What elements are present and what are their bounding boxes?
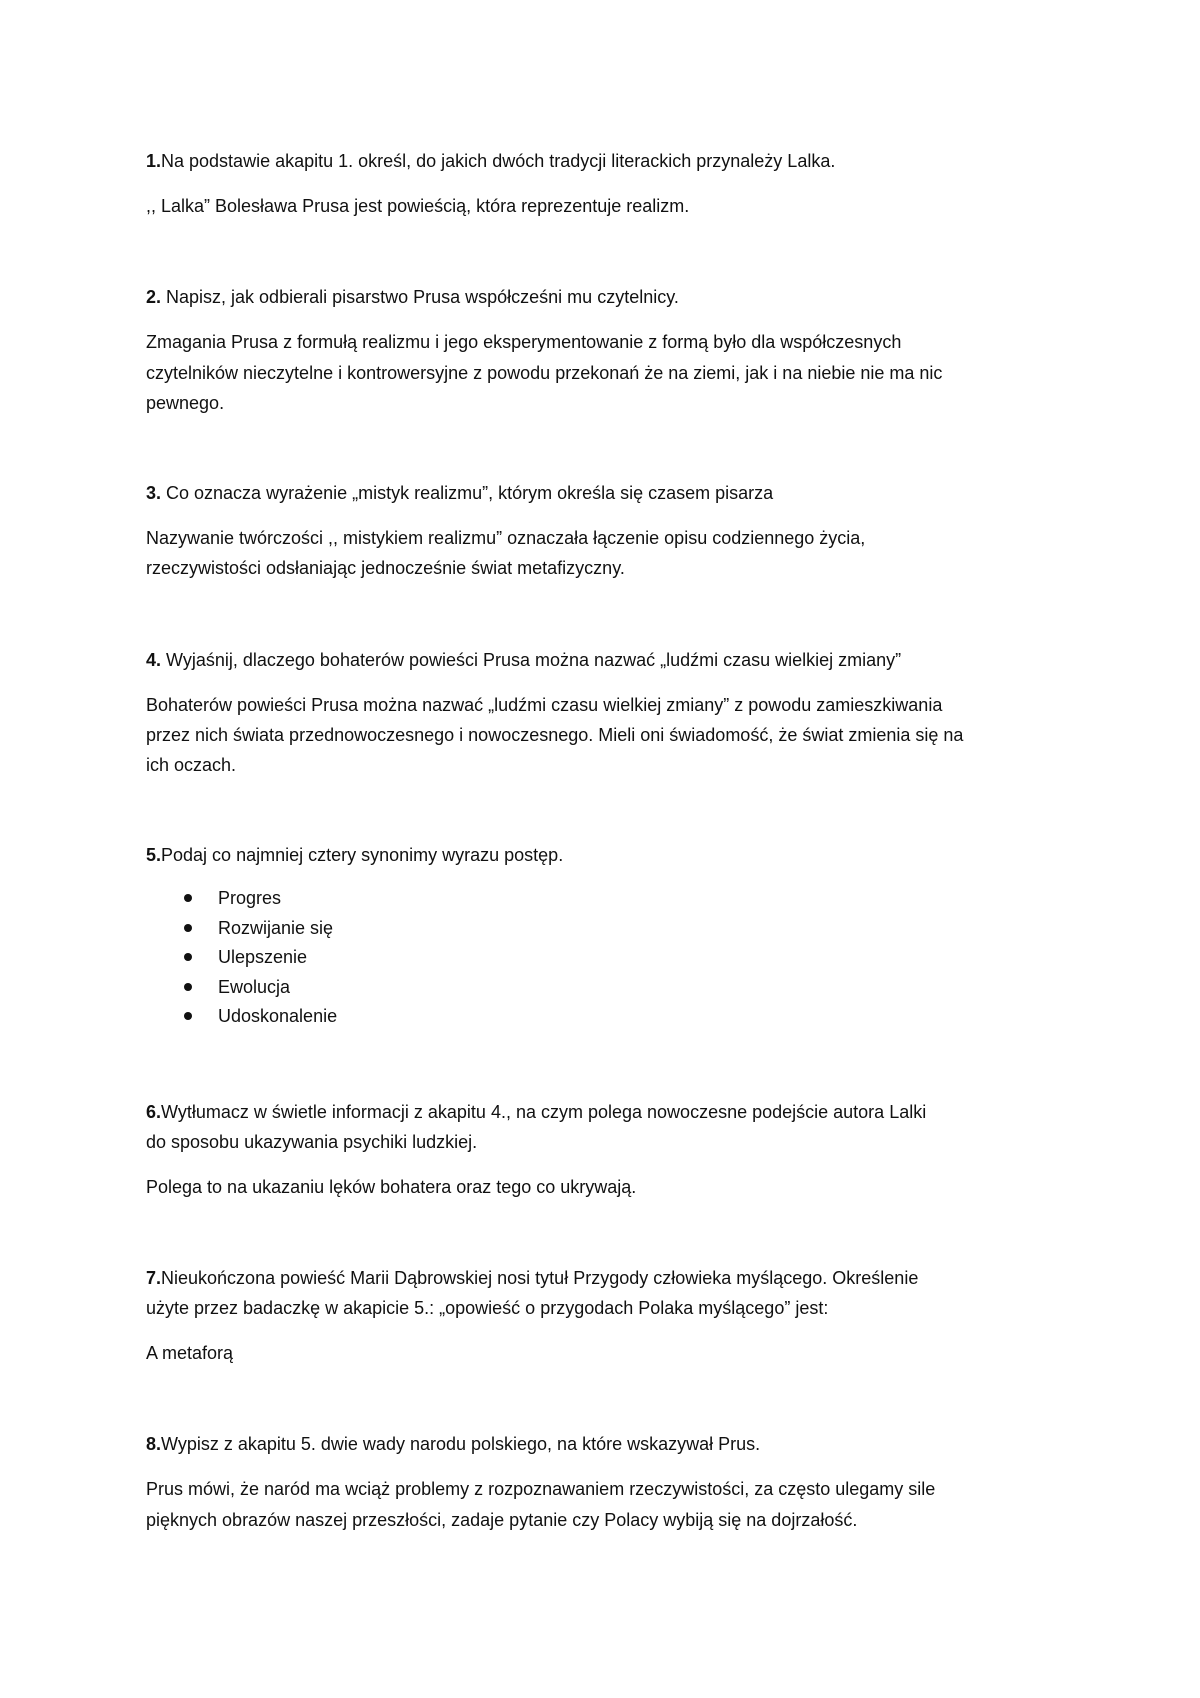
answer-1: ,, Lalka” Bolesława Prusa jest powieścią, która reprezentuje realizm. bbox=[146, 196, 690, 216]
question-5-text: Podaj co najmniej cztery synonimy wyrazu postęp. bbox=[161, 845, 564, 865]
question-4-text: Wyjaśnij, dlaczego bohaterów powieści Prusa można nazwać „ludźmi czasu wielkiej zmiany” bbox=[161, 650, 902, 670]
answer-2-line-2: czytelników nieczytelne i kontrowersyjne z powodu przekonań że na ziemi, jak i na niebie nie ma nic bbox=[146, 363, 943, 383]
answer-3-line-2: rzeczywistości odsłaniając jednocześnie świat metafizyczny. bbox=[146, 558, 625, 578]
bullet-icon bbox=[184, 1012, 192, 1020]
answer-8-line-2: pięknych obrazów naszej przeszłości, zadaje pytanie czy Polacy wybiją się na dojrzałość. bbox=[146, 1510, 858, 1530]
list-item bbox=[146, 914, 337, 944]
answer-3-line-1: Nazywanie twórczości ,, mistykiem realizmu” oznaczała łączenie opisu codziennego życia, bbox=[146, 528, 866, 548]
answer-2-line-3: pewnego. bbox=[146, 393, 225, 413]
question-6-line-2: do sposobu ukazywania psychiki ludzkiej. bbox=[146, 1132, 478, 1152]
question-1-text: Na podstawie akapitu 1. określ, do jakich dwóch tradycji literackich przynależy Lalka. bbox=[161, 151, 836, 171]
question-3-number: 3. bbox=[146, 483, 162, 503]
question-6-text: Wytłumacz w świetle informacji z akapitu 4., na czym polega nowoczesne podejście autora Lalki bbox=[161, 1102, 927, 1122]
answer-7: A metaforą bbox=[146, 1343, 234, 1363]
list-item bbox=[146, 1002, 337, 1032]
answer-8-line-1: Prus mówi, że naród ma wciąż problemy z rozpoznawaniem rzeczywistości, za często ulegamy sile bbox=[146, 1479, 936, 1499]
question-8 bbox=[146, 1429, 760, 1459]
synonym-text: Ulepszenie bbox=[218, 947, 308, 967]
bullet-icon bbox=[184, 924, 192, 932]
answer-4-line-2: przez nich świata przednowoczesnego i nowoczesnego. Mieli oni świadomość, że świat zmienia się na bbox=[146, 725, 964, 745]
answer-4-line-3: ich oczach. bbox=[146, 755, 237, 775]
question-5 bbox=[146, 840, 563, 870]
question-6-line-1 bbox=[146, 1097, 926, 1127]
answer-2-line-1: Zmagania Prusa z formułą realizmu i jego eksperymentowanie z formą było dla współczesnych bbox=[146, 332, 902, 352]
list-item bbox=[146, 884, 337, 914]
question-4-number: 4. bbox=[146, 650, 162, 670]
question-5-number: 5. bbox=[146, 845, 162, 865]
question-7-number: 7. bbox=[146, 1268, 162, 1288]
question-2-number: 2. bbox=[146, 287, 162, 307]
bullet-icon bbox=[184, 894, 192, 902]
synonym-text: Udoskonalenie bbox=[218, 1006, 338, 1026]
question-7-text: Nieukończona powieść Marii Dąbrowskiej nosi tytuł Przygody człowieka myślącego. Określenie bbox=[161, 1268, 919, 1288]
question-3 bbox=[146, 478, 773, 508]
answer-4-line-1: Bohaterów powieści Prusa można nazwać „ludźmi czasu wielkiej zmiany” z powodu zamieszkiwania bbox=[146, 695, 943, 715]
bullet-icon bbox=[184, 953, 192, 961]
question-1 bbox=[146, 146, 835, 176]
bullet-icon bbox=[184, 983, 192, 991]
question-7-line-2: użyte przez badaczkę w akapicie 5.: „opowieść o przygodach Polaka myślącego” jest: bbox=[146, 1298, 829, 1318]
question-6-number: 6. bbox=[146, 1102, 162, 1122]
question-4 bbox=[146, 645, 901, 675]
question-7-line-1 bbox=[146, 1263, 918, 1293]
synonym-text: Ewolucja bbox=[218, 976, 291, 997]
synonym-list bbox=[146, 884, 337, 1032]
question-2-text: Napisz, jak odbierali pisarstwo Prusa współcześni mu czytelnicy. bbox=[161, 287, 679, 307]
question-8-text: Wypisz z akapitu 5. dwie wady narodu polskiego, na które wskazywał Prus. bbox=[161, 1434, 761, 1454]
question-8-number: 8. bbox=[146, 1434, 162, 1454]
list-item bbox=[146, 943, 337, 973]
synonym-text: Rozwijanie się bbox=[218, 917, 334, 938]
question-1-number: 1. bbox=[146, 151, 162, 171]
list-item bbox=[146, 973, 337, 1003]
question-2 bbox=[146, 282, 679, 312]
synonym-text: Progres bbox=[218, 888, 282, 908]
question-3-text: Co oznacza wyrażenie „mistyk realizmu”, którym określa się czasem pisarza bbox=[161, 483, 774, 503]
answer-6: Polega to na ukazaniu lęków bohatera oraz tego co ukrywają. bbox=[146, 1177, 637, 1197]
